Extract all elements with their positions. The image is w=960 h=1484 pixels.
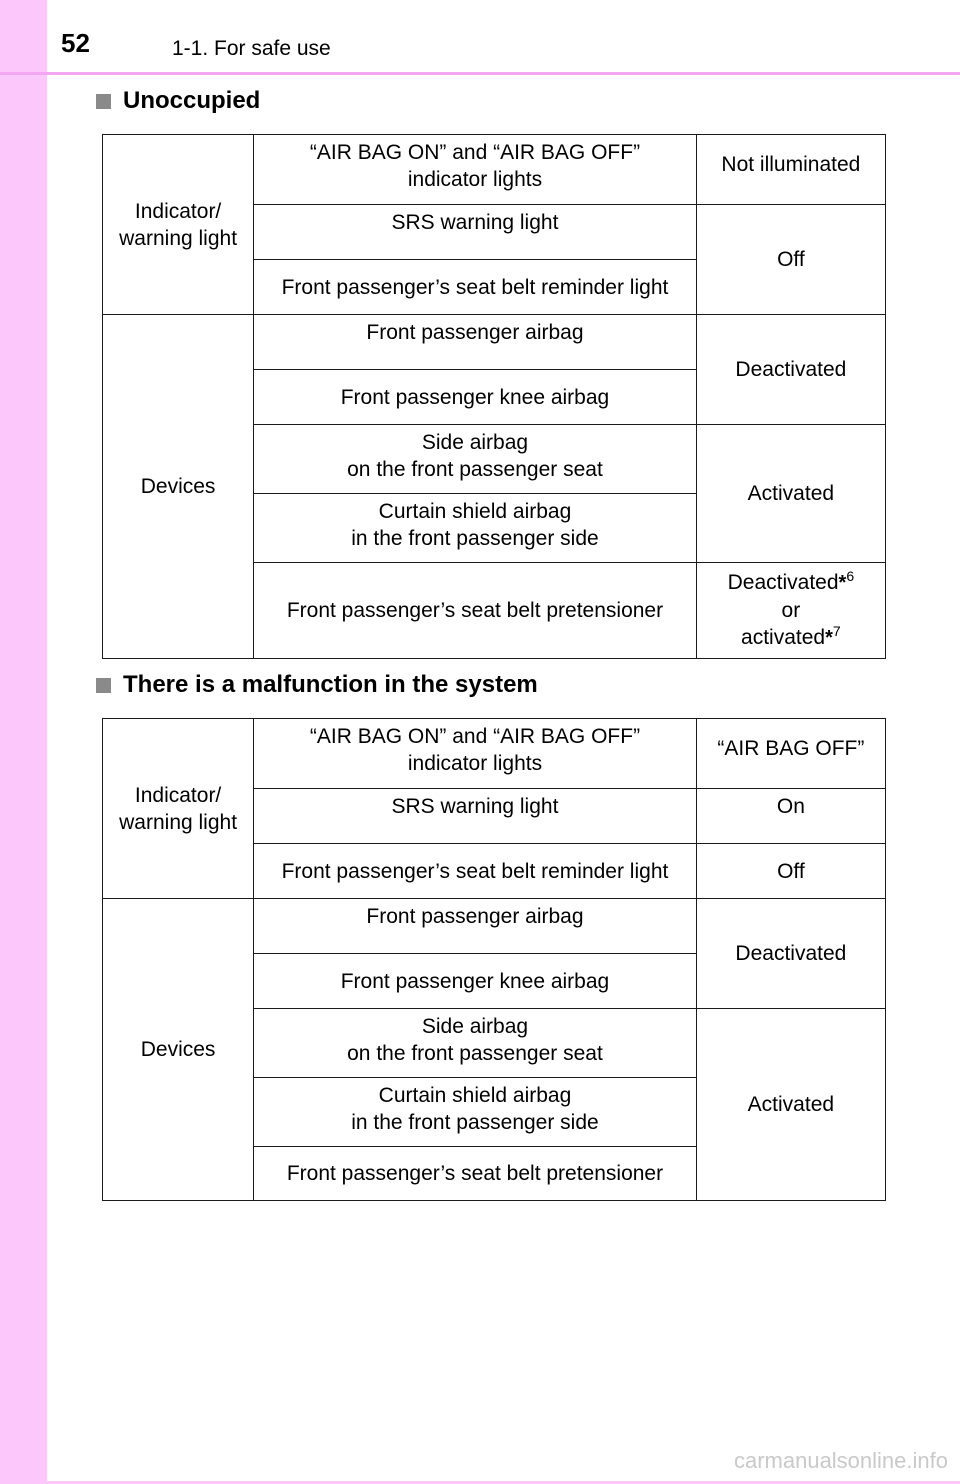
- table-row: [103, 719, 886, 789]
- square-bullet-icon: [96, 94, 111, 109]
- table-row: [103, 899, 886, 954]
- pretensioner-status-cell: [696, 563, 885, 659]
- activated-status-cell: Activated: [696, 425, 885, 563]
- pretensioner-status-a: Deactivated: [727, 571, 839, 594]
- airbag-indicators-cell: “AIR BAG ON” and “AIR BAG OFF” indicator lights: [254, 719, 697, 789]
- section-title: 1-1. For safe use: [172, 37, 331, 60]
- footnote-star: *: [838, 572, 847, 594]
- warning-status-cell: Off: [696, 205, 885, 315]
- pretensioner-status-b: activated: [741, 626, 826, 649]
- side-tab: [0, 0, 47, 1484]
- indicator-label-cell: Indicator/ warning light: [103, 135, 254, 315]
- pretensioner-cell: Front passenger’s seat belt pretensioner: [254, 563, 697, 659]
- knee-airbag-cell: Front passenger knee airbag: [254, 370, 697, 425]
- srs-warning-cell: SRS warning light: [254, 205, 697, 260]
- curtain-airbag-cell: Curtain shield airbag in the front passenger side: [254, 1078, 697, 1147]
- front-airbag-cell: Front passenger airbag: [254, 899, 697, 954]
- knee-airbag-cell: Front passenger knee airbag: [254, 954, 697, 1009]
- seatbelt-reminder-cell: Front passenger’s seat belt reminder light: [254, 260, 697, 315]
- seatbelt-reminder-cell: Front passenger’s seat belt reminder light: [254, 844, 697, 899]
- airbag-indicators-status: “AIR BAG OFF”: [696, 719, 885, 789]
- footnote-ref-6: 6: [846, 568, 855, 584]
- srs-warning-status: On: [696, 789, 885, 844]
- airbag-indicators-cell: “AIR BAG ON” and “AIR BAG OFF” indicator lights: [254, 135, 697, 205]
- malfunction-table: [102, 718, 886, 1201]
- table-row: [103, 135, 886, 205]
- page-number: 52: [61, 28, 90, 58]
- heading-malfunction: [96, 671, 538, 699]
- curtain-airbag-cell: Curtain shield airbag in the front passenger side: [254, 494, 697, 563]
- side-airbag-cell: Side airbag on the front passenger seat: [254, 425, 697, 494]
- devices-label-cell: Devices: [103, 899, 254, 1201]
- footnote-star: *: [825, 627, 833, 649]
- watermark: carmanualsonline.info: [733, 1448, 948, 1473]
- footnote-ref-7: 7: [832, 623, 841, 639]
- srs-warning-cell: SRS warning light: [254, 789, 697, 844]
- square-bullet-icon: [96, 678, 111, 693]
- deactivated-status-cell: Deactivated: [696, 315, 885, 425]
- deactivated-status-cell: Deactivated: [696, 899, 885, 1009]
- unoccupied-table: [102, 134, 886, 659]
- seatbelt-reminder-status: Off: [696, 844, 885, 899]
- pretensioner-status-or: or: [781, 599, 801, 622]
- front-airbag-cell: Front passenger airbag: [254, 315, 697, 370]
- side-airbag-cell: Side airbag on the front passenger seat: [254, 1009, 697, 1078]
- header-rule: [0, 72, 960, 75]
- heading-unoccupied-text: Unoccupied: [123, 87, 261, 114]
- activated-status-cell: Activated: [696, 1009, 885, 1201]
- pretensioner-cell: Front passenger’s seat belt pretensioner: [254, 1147, 697, 1201]
- airbag-indicators-status: Not illuminated: [696, 135, 885, 205]
- heading-unoccupied: [96, 87, 260, 115]
- devices-label-cell: Devices: [103, 315, 254, 659]
- indicator-label-cell: Indicator/ warning light: [103, 719, 254, 899]
- table-row: [103, 315, 886, 370]
- heading-malfunction-text: There is a malfunction in the system: [123, 671, 538, 698]
